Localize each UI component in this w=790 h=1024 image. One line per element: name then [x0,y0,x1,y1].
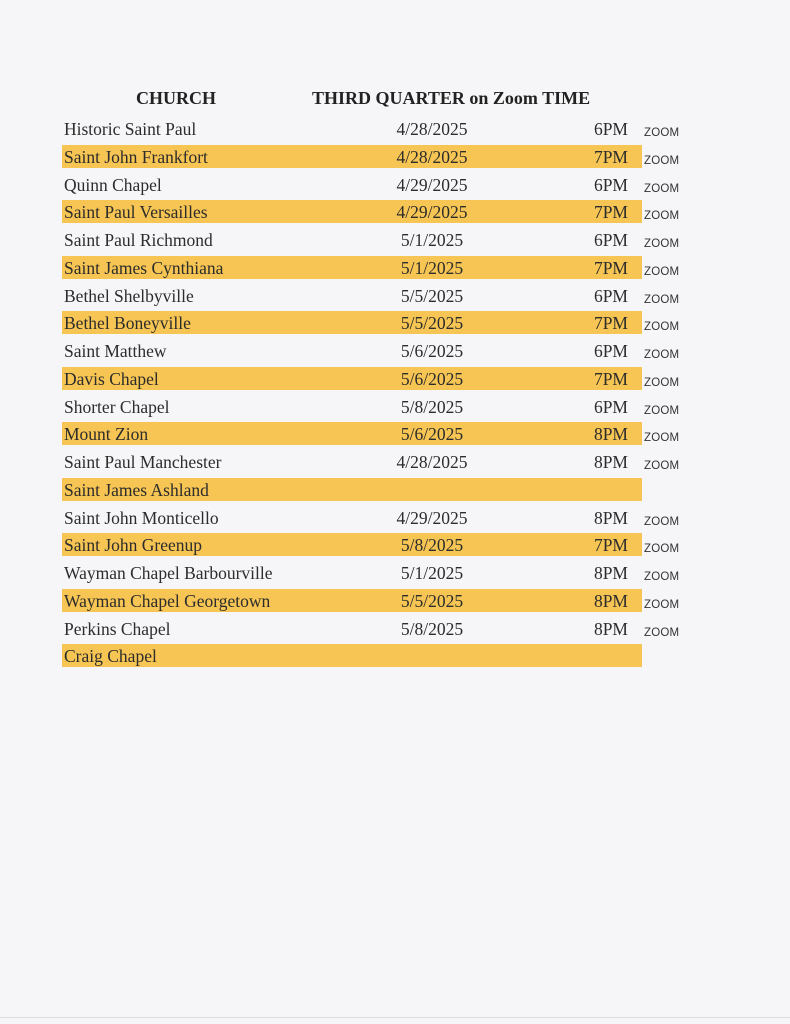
meeting-time: 7PM [593,257,628,278]
meeting-time: 6PM [593,341,628,361]
table-row [62,254,692,282]
table-row [62,198,692,226]
meeting-date: 4/28/2025 [396,146,468,167]
table-row [62,393,692,421]
meeting-date: 5/1/2025 [400,257,464,278]
zoom-label: ZOOM [644,376,680,389]
meeting-time: 6PM [593,396,628,417]
church-name: Saint Paul Richmond [64,230,213,250]
table-row [62,448,692,476]
table-row [62,559,692,587]
church-name: Mount Zion [64,424,149,445]
table-row [62,615,692,643]
table-header [0,86,790,112]
zoom-label: ZOOM [644,210,680,223]
table-row [62,282,692,310]
zoom-label: ZOOM [644,293,680,306]
meeting-date: 5/6/2025 [400,368,464,389]
church-name: Craig Chapel [64,646,157,667]
meeting-date: 4/29/2025 [396,174,468,195]
church-name: Saint James Ashland [64,479,209,500]
meeting-time: 7PM [593,313,628,334]
zoom-label: ZOOM [644,238,680,250]
meeting-date: 5/5/2025 [400,313,464,334]
zoom-label: ZOOM [644,432,680,445]
table-row [62,476,692,504]
zoom-label: ZOOM [644,321,680,334]
church-name: Perkins Chapel [64,618,171,639]
table-row [62,115,692,143]
zoom-label: ZOOM [644,515,680,528]
meeting-time: 8PM [593,507,628,528]
table-row [62,642,692,670]
church-name: Saint James Cynthiana [64,257,224,278]
meeting-time: 7PM [593,202,628,223]
table-row [62,171,692,199]
meeting-date: 5/8/2025 [400,535,464,556]
church-name: Historic Saint Paul [64,119,197,139]
page-edge [0,1017,790,1018]
church-name: Saint John Greenup [64,535,203,556]
church-name: Saint Paul Versailles [64,202,208,223]
meeting-time: 8PM [593,618,628,639]
meeting-time: 8PM [593,563,628,583]
meeting-time: 6PM [593,119,628,139]
church-name: Wayman Chapel Barbourville [64,563,273,583]
church-name: Saint Paul Manchester [64,452,222,472]
zoom-label: ZOOM [644,182,680,195]
meeting-time: 7PM [593,535,628,556]
table-row [62,226,692,254]
table-row [62,504,692,532]
meeting-time: 6PM [593,174,628,195]
table-row [62,365,692,393]
zoom-label: ZOOM [644,626,680,639]
zoom-label: ZOOM [644,265,680,278]
meeting-date: 5/5/2025 [400,590,464,611]
church-name: Quinn Chapel [64,174,162,195]
table-row [62,420,692,448]
church-name: Wayman Chapel Georgetown [64,590,271,611]
meeting-date: 4/28/2025 [396,452,468,472]
church-name: Bethel Shelbyville [64,285,194,306]
meeting-date: 5/1/2025 [400,230,464,250]
church-name: Saint John Monticello [64,507,219,528]
church-name: Davis Chapel [64,368,159,389]
meeting-date: 5/8/2025 [400,396,464,417]
zoom-label: ZOOM [644,460,680,472]
header-church: CHURCH [136,88,216,108]
meeting-date: 5/5/2025 [400,285,464,306]
meeting-time: 6PM [593,285,628,306]
meeting-date: 5/1/2025 [400,563,464,583]
meeting-date: 5/6/2025 [400,341,464,361]
zoom-label: ZOOM [644,349,680,361]
meeting-time: 8PM [593,424,628,445]
schedule-table [62,115,692,670]
church-name: Shorter Chapel [64,396,170,417]
meeting-date: 5/8/2025 [400,618,464,639]
table-row [62,143,692,171]
table-row [62,337,692,365]
church-name: Saint Matthew [64,341,167,361]
zoom-label: ZOOM [644,154,680,167]
meeting-time: 7PM [593,146,628,167]
table-row [62,309,692,337]
meeting-time: 6PM [593,230,628,250]
meeting-date: 5/6/2025 [400,424,464,445]
meeting-time: 7PM [593,368,628,389]
zoom-label: ZOOM [644,127,680,139]
church-name: Bethel Boneyville [64,313,191,334]
header-quarter-time: THIRD QUARTER on Zoom TIME [312,88,591,108]
meeting-time: 8PM [593,590,628,611]
table-row [62,587,692,615]
church-name: Saint John Frankfort [64,146,208,167]
table-row [62,531,692,559]
meeting-date: 4/29/2025 [396,507,468,528]
meeting-date: 4/28/2025 [396,119,468,139]
meeting-time: 8PM [593,452,628,472]
meeting-date: 4/29/2025 [396,202,468,223]
zoom-label: ZOOM [644,543,680,556]
zoom-label: ZOOM [644,571,680,583]
zoom-label: ZOOM [644,598,680,611]
zoom-label: ZOOM [644,404,680,417]
